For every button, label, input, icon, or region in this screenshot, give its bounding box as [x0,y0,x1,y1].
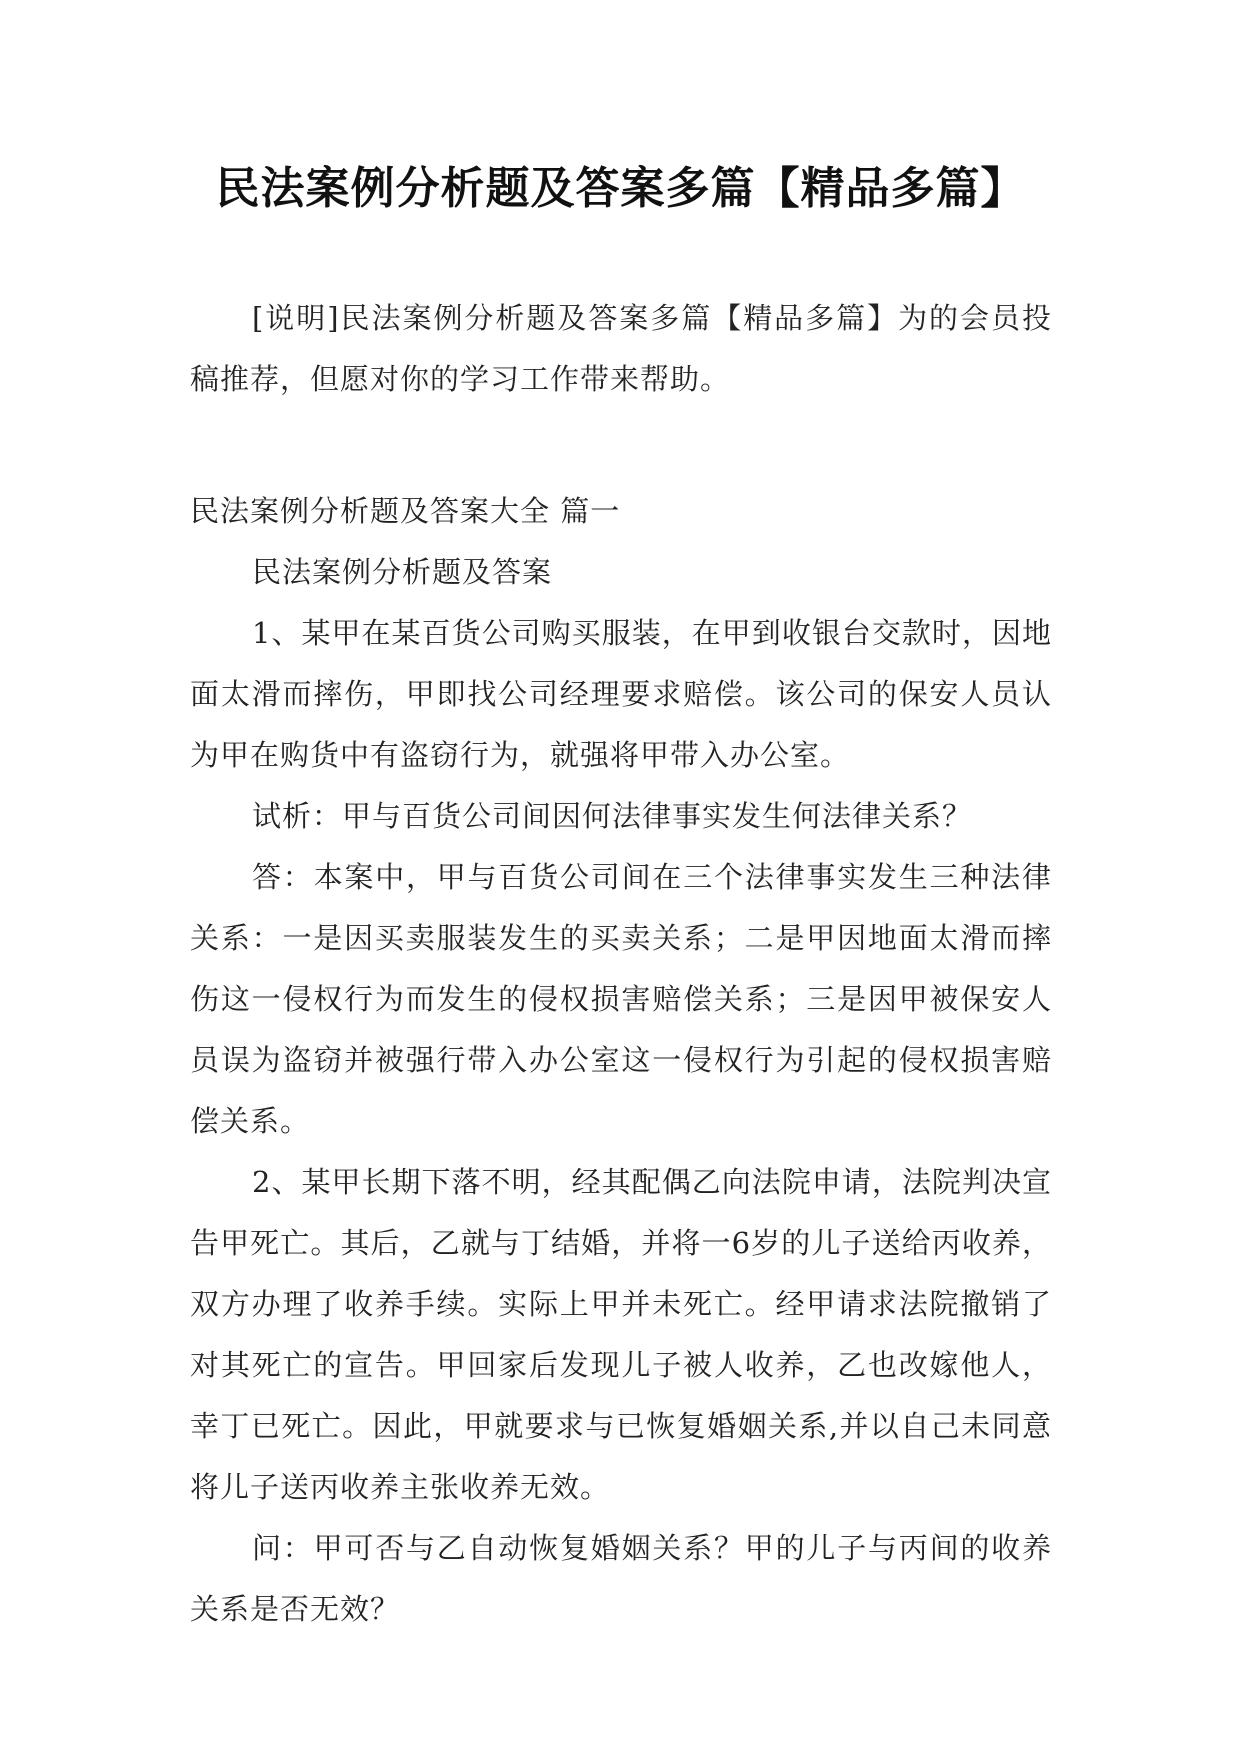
intro-paragraph: [说明]民法案例分析题及答案多篇【精品多篇】为的会员投稿推荐，但愿对你的学习工作带来帮助。 [190,301,1052,396]
case-2-prompt: 问：甲可否与乙自动恢复婚姻关系？甲的儿子与丙间的收养关系是否无效？ [190,1531,1052,1626]
document-body [190,288,1052,1640]
paragraph-spacer [190,410,1052,481]
section-heading: 民法案例分析题及答案大全 篇一 [190,494,621,528]
case-1-answer: 答：本案中，甲与百货公司间在三个法律事实发生三种法律关系：一是因买卖服装发生的买卖关系；二是甲因地面太滑而摔伤这一侵权行为而发生的侵权损害赔偿关系；三是因甲被保安人员误为盗窃并被强行带入办公室这一侵权行为引起的侵权损害赔偿关系。 [190,860,1052,1138]
document-title: 民法案例分析题及答案多篇【精品多篇】 [215,163,1026,214]
case-1-prompt: 试析：甲与百货公司间因何法律事实发生何法律关系？ [252,799,973,833]
case-2-question: 2、某甲长期下落不明，经其配偶乙向法院申请，法院判决宣告甲死亡。其后，乙就与丁结婚，并将一6岁的儿子送给丙收养，双方办理了收养手续。实际上甲并未死亡。经甲请求法院撤销了对其死亡的宣告。甲回家后发现儿子被人收养，乙也改嫁他人，幸丁已死亡。因此，甲就要求与已恢复婚姻关系,并以自己未同意将儿子送丙收养主张收养无效。 [190,1165,1052,1504]
case-1-question: 1、某甲在某百货公司购买服装，在甲到收银台交款时，因地面太滑而摔伤，甲即找公司经理要求赔偿。该公司的保安人员认为甲在购货中有盗窃行为，就强将甲带入办公室。 [190,616,1052,772]
subheading: 民法案例分析题及答案 [252,555,553,589]
